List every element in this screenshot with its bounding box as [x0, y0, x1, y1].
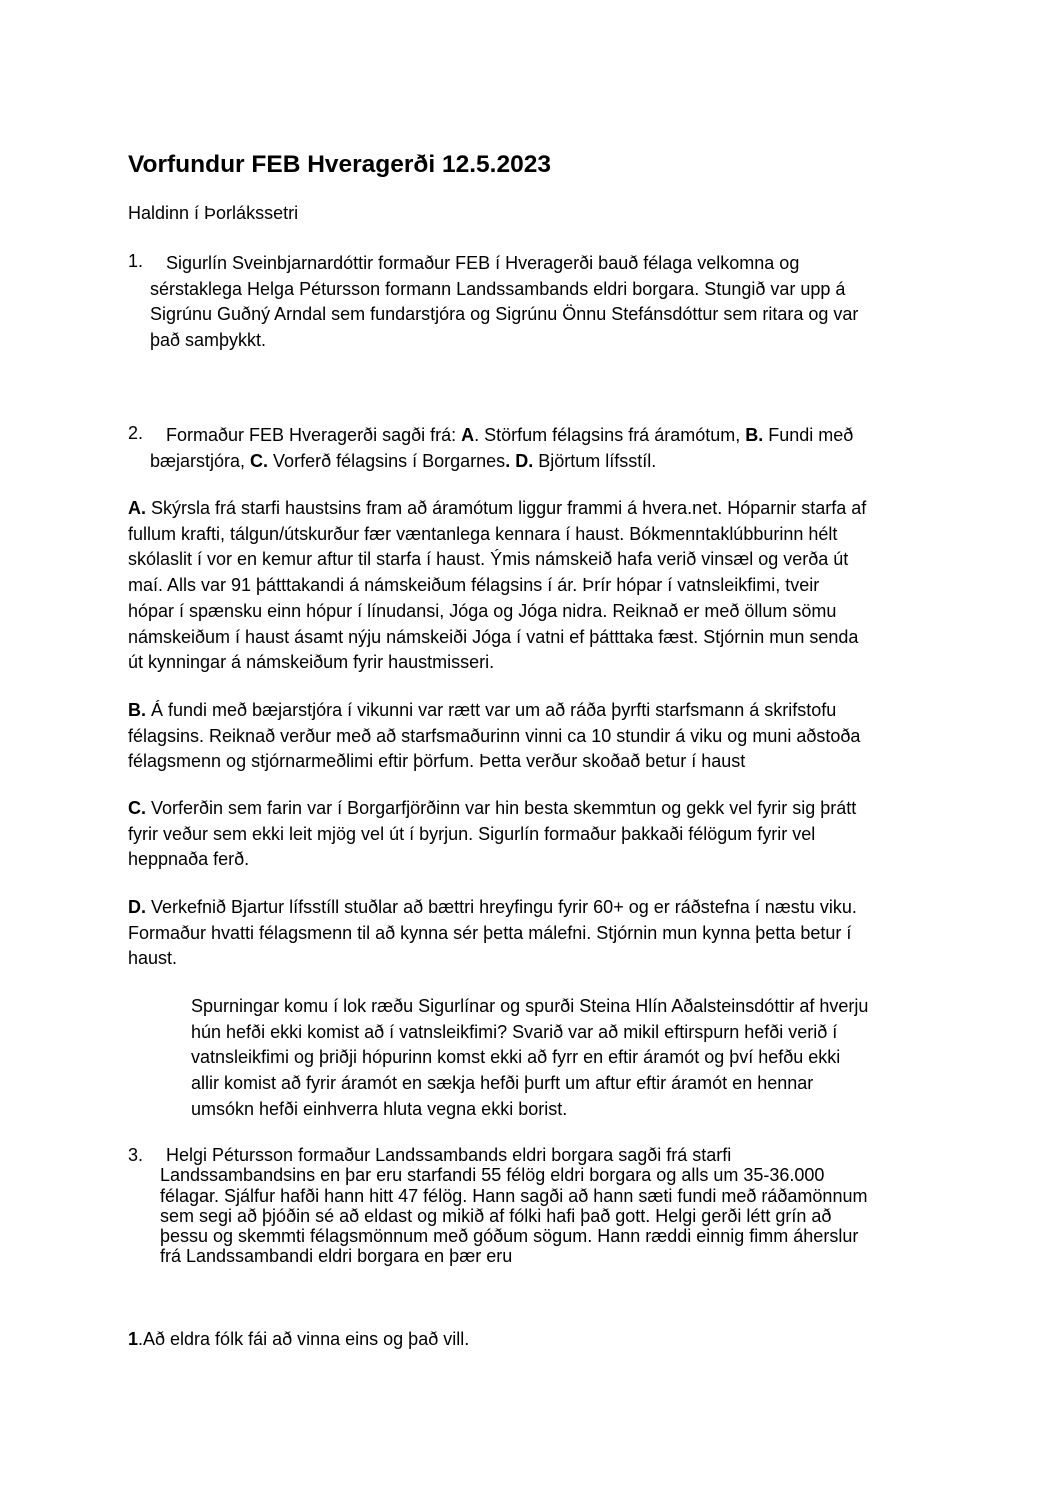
text-run: Skýrsla frá starfi haustsins fram að áramótum liggur frammi á hvera.net. Hóparnir starfa af — [146, 498, 867, 518]
bold-label: B. — [745, 425, 764, 445]
text-run: Á fundi með bæjarstjóra í vikunni var rætt var um að ráða þyrfti starfsmann á skrifstofu — [146, 700, 837, 720]
text-line — [150, 423, 950, 449]
text-line: fyrir veður sem ekki leit mjög vel út í byrjun. Sigurlín formaður þakkaði félögum fyrir vel — [128, 823, 816, 844]
text-run: Fundi með — [763, 425, 854, 445]
text-line: umsókn hefði einhverra hluta vegna ekki borist. — [191, 1098, 568, 1119]
section-label: C. — [128, 798, 146, 818]
text-line: Sigrúnu Guðný Arndal sem fundarstjóra og Sigrúnu Önnu Stefánsdóttur sem ritara og var — [150, 304, 859, 325]
text-line: félagar. Sjálfur hafði hann hitt 47 félög. Hann sagði að hann sæti fundi með ráðamönnum — [160, 1185, 868, 1206]
item-text — [160, 1145, 960, 1267]
text-line: fullum krafti, tálgun/útskurður fær væntanlega kennara í haust. Bókmenntaklúbburinn hélt — [128, 523, 838, 544]
text-line: hún hefði ekki komist að í vatnsleikfimi? Svarið var að mikil eftirspurn hefði verið í — [191, 1021, 838, 1042]
section-c — [128, 796, 958, 873]
text-line: Formaður hvatti félagsmenn til að kynna sér þetta málefni. Stjórnin mun kynna þetta betur í — [128, 922, 852, 943]
text-line — [128, 698, 958, 724]
questions-paragraph — [191, 994, 961, 1123]
text-line — [128, 496, 958, 522]
text-line: þessu og skemmti félagsmönnum með góðum sögum. Hann ræddi einnig fimm áherslur — [160, 1226, 859, 1247]
bold-label: . D. — [505, 450, 534, 471]
text-line — [128, 895, 958, 921]
meeting-location: Haldinn í Þorlákssetri — [128, 203, 299, 223]
bold-label: A — [461, 425, 475, 445]
section-label: A. — [128, 498, 146, 518]
text-run: bæjarstjóra, — [150, 450, 251, 471]
point-text: .Að eldra fólk fái að vinna eins og það vill. — [138, 1329, 470, 1349]
text-run: Björtum lífsstíl. — [533, 450, 657, 471]
text-line — [150, 449, 950, 475]
text-line: sérstaklega Helga Pétursson formann Landssambands eldri borgara. Stungið var upp á — [150, 278, 846, 299]
text-run: Formaður FEB Hveragerði sagði frá: — [166, 425, 462, 445]
text-line: maí. Alls var 91 þátttakandi á námskeiðum félagsins í ár. Þrír hópar í vatnsleikfimi, tveir — [128, 575, 820, 596]
text-line: vatnsleikfimi og þriðji hópurinn komst ekki að fyrr en eftir áramót og því hefðu ekki — [191, 1047, 841, 1068]
text-line: félagsmenn og stjórnarmeðlimi eftir þörfum. Þetta verður skoðað betur í haust — [128, 751, 746, 772]
text-line: frá Landssambandi eldri borgara en þær eru — [160, 1246, 513, 1267]
text-line: hópar í spænsku einn hópur í línudansi, Jóga og Jóga nidra. Reiknað er með öllum sömu — [128, 600, 837, 621]
text-line: Helgi Pétursson formaður Landssambands eldri borgara sagði frá starfi — [166, 1145, 732, 1165]
section-a — [128, 496, 958, 676]
text-line: félagsins. Reiknað verður með að starfsmaðurinn vinni ca 10 stundir á viku og muni aðstoða — [128, 725, 861, 746]
section-b — [128, 698, 958, 775]
text-run: Verkefnið Bjartur lífsstíll stuðlar að bættri hreyfingu fyrir 60+ og er ráðstefna í næstu viku. — [146, 897, 857, 917]
text-line: námskeiðum í haust ásamt nýju námskeiði Jóga í vatni ef þátttaka fæst. Stjórnin mun senda — [128, 626, 859, 647]
text-line: Sigurlín Sveinbjarnardóttir formaður FEB í Hveragerði bauð félaga velkomna og — [166, 253, 800, 273]
item-text — [150, 423, 950, 474]
item-text — [150, 251, 950, 354]
text-line: Spurningar komu í lok ræðu Sigurlínar og spurði Steina Hlín Aðalsteinsdóttir af hverju — [191, 996, 869, 1016]
section-d — [128, 895, 958, 972]
bold-label: C. — [250, 450, 269, 471]
item-number: 1. — [128, 251, 144, 271]
text-line: skólaslit í vor en kemur aftur til starfa í haust. Ýmis námskeið hafa verið vinsæl og verða út — [128, 549, 849, 570]
item-number: 2. — [128, 423, 144, 443]
section-label: B. — [128, 700, 146, 720]
point-number: 1 — [128, 1329, 139, 1349]
focus-point-1 — [128, 1329, 469, 1350]
text-line: haust. — [128, 948, 178, 969]
text-line: sem segi að þjóðin sé að eldast og mikið af fólki hafi það gott. Helgi gerði létt grín að — [160, 1205, 832, 1226]
text-line: heppnaða ferð. — [128, 849, 250, 870]
text-line: Landssambandsins en þar eru starfandi 55 félög eldri borgara og alls um 35-36.000 — [160, 1165, 825, 1186]
item-number: 3. — [128, 1145, 144, 1165]
text-run: Vorferð félagsins í Borgarnes — [268, 450, 506, 471]
document-title: Vorfundur FEB Hveragerði 12.5.2023 — [128, 151, 551, 178]
text-line: allir komist að fyrir áramót en sækja hefði þurft um aftur eftir áramót en hennar — [191, 1073, 814, 1094]
text-line: út kynningar á námskeiðum fyrir haustmisseri. — [128, 652, 495, 673]
text-line: það samþykkt. — [150, 330, 267, 351]
text-run: . Störfum félagsins frá áramótum, — [474, 425, 746, 445]
section-label: D. — [128, 897, 146, 917]
text-line — [128, 796, 958, 822]
text-run: Vorferðin sem farin var í Borgarfjörðinn var hin besta skemmtun og gekk vel fyrir sig þrátt — [146, 798, 857, 818]
